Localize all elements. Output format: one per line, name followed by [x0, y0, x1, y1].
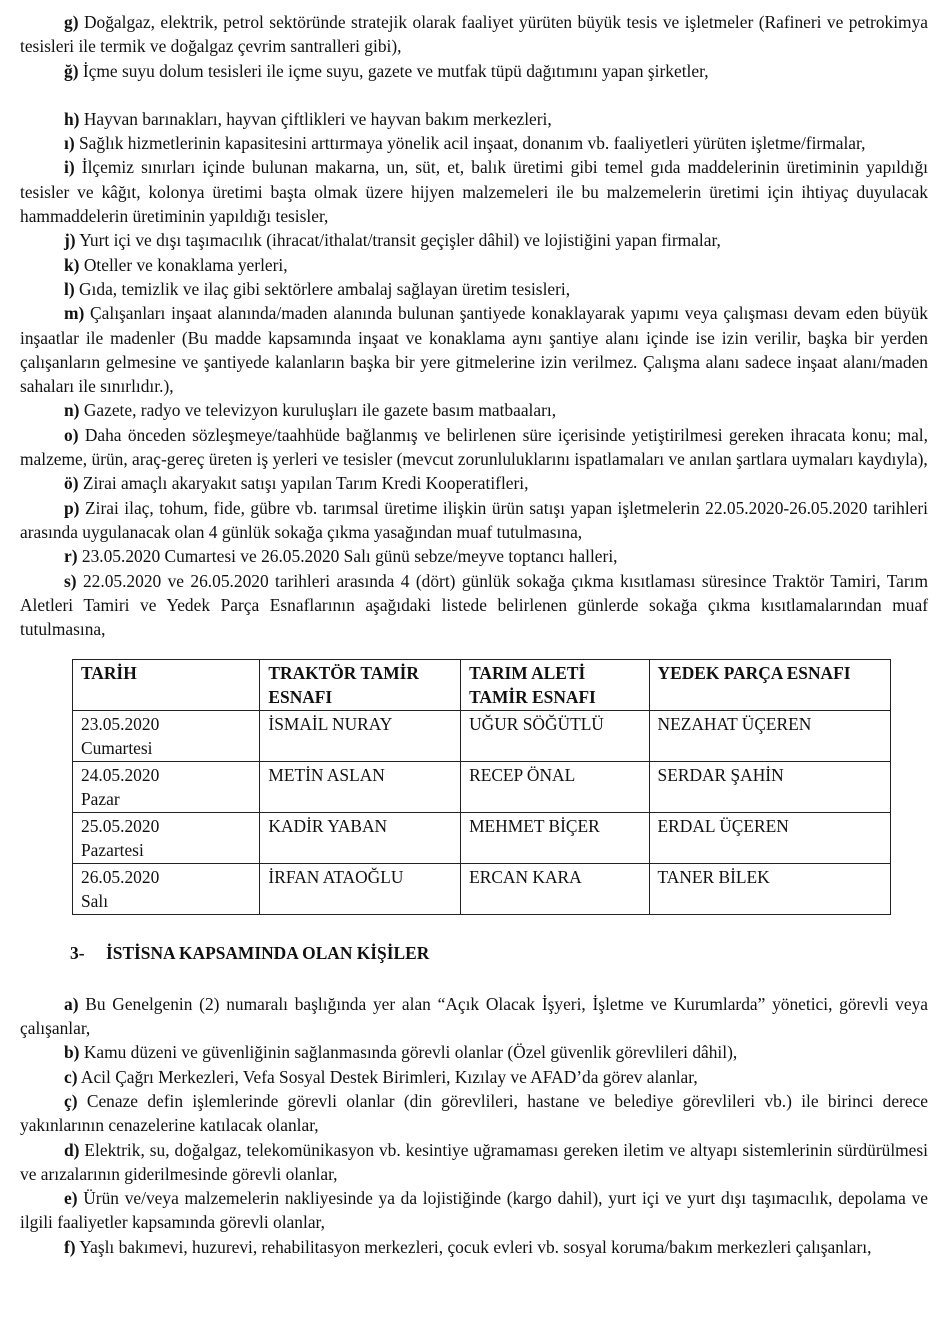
list-item-letter: i) [64, 157, 75, 178]
list-item-b [20, 1040, 928, 1064]
day-text: Cumartesi [81, 738, 153, 759]
list-item-text: Hayvan barınakları, hayvan çiftlikleri ve hayvan bakım merkezleri, [83, 108, 552, 129]
section-number: 3- [70, 943, 85, 964]
tractor-cell: KADİR YABAN [260, 813, 461, 864]
table-row [73, 711, 891, 762]
list-item-text: Ürün ve/veya malzemelerin nakliyesinde ya da lojistiğinde (kargo dahil), yurt içi ve yurt dışı taşımacılık, depolama ve ilgili faaliyetler kapsamında görevli olanlar, [20, 1188, 928, 1233]
list-item-g [20, 10, 928, 59]
list-top [20, 10, 928, 641]
table-row [73, 813, 891, 864]
tractor-cell: İSMAİL NURAY [260, 711, 461, 762]
list-item-o [20, 423, 928, 472]
list-item-oe [20, 471, 928, 495]
list-item-letter: s) [64, 570, 77, 591]
list-item-text: Yurt içi ve dışı taşımacılık (ihracat/ithalat/transit geçişler dâhil) ve lojistiğini yapan firmalar, [79, 230, 721, 251]
list-item-text: Cenaze defin işlemlerinde görevli olanlar (din görevlileri, hastane ve belediye görevlileri vb.) ile birinci derece yakınlarının cenazelerine katılacak olanlar, [20, 1090, 928, 1136]
date-cell [73, 711, 260, 762]
list-item-text: Zirai amaçlı akaryakıt satışı yapılan Tarım Kredi Kooperatifleri, [82, 473, 529, 494]
list-item-letter: r) [64, 546, 78, 567]
list-item-letter: n) [64, 400, 80, 421]
list-item-d [20, 1138, 928, 1187]
list-item-cc [20, 1089, 928, 1138]
list-item-h [20, 107, 928, 131]
list-item-f [20, 1235, 928, 1259]
list-item-letter: ğ) [64, 60, 79, 81]
list-item-l [20, 277, 928, 301]
day-text: Pazartesi [81, 840, 144, 861]
table-row [73, 762, 891, 813]
section-heading [70, 941, 928, 965]
farm-tool-cell: RECEP ÖNAL [461, 762, 649, 813]
list-item-text: Gazete, radyo ve televizyon kuruluşları ile gazete basım matbaaları, [83, 400, 557, 421]
list-item-text: Yaşlı bakımevi, huzurevi, rehabilitasyon merkezleri, çocuk evleri vb. sosyal koruma/bakım merkezleri çalışanları, [79, 1236, 872, 1257]
list-item-letter: ö) [64, 473, 79, 494]
list-item-s [20, 569, 928, 642]
date-text: 24.05.2020 [81, 765, 160, 786]
list-item-text: İçme suyu dolum tesisleri ile içme suyu, gazete ve mutfak tüpü dağıtımını yapan şirketler, [82, 60, 709, 81]
date-text: 23.05.2020 [81, 714, 160, 735]
list-item-letter: ç) [64, 1090, 78, 1111]
list-item-letter: l) [64, 278, 75, 299]
list-item-letter: p) [64, 497, 80, 518]
list-item-gb [20, 59, 928, 83]
table-row [73, 864, 891, 915]
column-header-farm-tool: TARIM ALETİ TAMİR ESNAFI [461, 660, 649, 711]
list-bottom [20, 992, 928, 1259]
list-item-i [20, 155, 928, 228]
farm-tool-cell: MEHMET BİÇER [461, 813, 649, 864]
list-item-text: Bu Genelgenin (2) numaralı başlığında yer alan “Açık Olacak İşyeri, İşletme ve Kurumlarda” yönetici, görevli veya çalışanlar, [20, 993, 928, 1039]
list-item-letter: a) [64, 993, 79, 1014]
list-item-letter: d) [64, 1139, 80, 1160]
day-text: Pazar [81, 789, 120, 810]
list-item-letter: f) [64, 1236, 76, 1257]
date-cell [73, 813, 260, 864]
list-item-letter: h) [64, 108, 80, 129]
list-item-text: 22.05.2020 ve 26.05.2020 tarihleri arasında 4 (dört) günlük sokağa çıkma kısıtlaması süresince Traktör Tamiri, Tarım Aletleri Tamiri ve Yedek Parça Esnaflarının aşağıdaki listede belirlenen günlerde sokağa çıkma kısıtlamalarından muaf tutulmasına, [20, 570, 928, 640]
date-cell [73, 762, 260, 813]
list-item-letter: c) [64, 1066, 78, 1087]
column-header-tractor: TRAKTÖR TAMİR ESNAFI [260, 660, 461, 711]
list-item-text: Acil Çağrı Merkezleri, Vefa Sosyal Destek Birimleri, Kızılay ve AFAD’da görev alanlar, [80, 1066, 698, 1087]
list-item-text: Zirai ilaç, tohum, fide, gübre vb. tarımsal üretime ilişkin ürün satışı yapan işletmelerin 22.05.2020-26.05.2020 tarihleri arasında uygulanacak olan 4 günlük sokağa çıkma yasağından muaf tutulmasına, [20, 497, 928, 542]
list-item-letter: o) [64, 424, 79, 445]
list-item-letter: m) [64, 303, 85, 324]
spare-part-cell: SERDAR ŞAHİN [649, 762, 890, 813]
farm-tool-cell: UĞUR SÖĞÜTLÜ [461, 711, 649, 762]
list-item-letter: e) [64, 1188, 78, 1209]
list-item-letter: ı) [64, 133, 75, 154]
list-item-text: 23.05.2020 Cumartesi ve 26.05.2020 Salı günü sebze/meyve toptancı halleri, [81, 546, 618, 567]
spare-part-cell: NEZAHAT ÜÇEREN [649, 711, 890, 762]
day-text: Salı [81, 891, 109, 912]
list-item-letter: j) [64, 230, 76, 251]
spacer [20, 83, 928, 107]
tractor-cell: METİN ASLAN [260, 762, 461, 813]
date-cell [73, 864, 260, 915]
farm-tool-cell: ERCAN KARA [461, 864, 649, 915]
list-item-k [20, 253, 928, 277]
list-item-m [20, 301, 928, 398]
date-text: 26.05.2020 [81, 867, 160, 888]
list-item-n [20, 398, 928, 422]
list-item-text: İlçemiz sınırları içinde bulunan makarna, un, süt, et, balık üretimi gibi temel gıda maddelerinin üretiminin yapıldığı tesisler ve kâğıt, kolonya üretimi başta olmak üzere hijyen malzemeleri ile bu malzemelerin üretimi için ihtiyaç duyulacak hammaddelerin üretiminin yapıldığı tesisler, [20, 157, 928, 227]
list-item-e [20, 1186, 928, 1235]
list-item-text: Oteller ve konaklama yerleri, [83, 254, 288, 275]
list-item-text: Elektrik, su, doğalgaz, telekomünikasyon vb. kesintiye uğramaması gereken iletim ve altyapı sistemlerinin sürdürülmesi ve arızalarının giderilmesinde görevli olanlar, [20, 1139, 929, 1184]
spare-part-cell: TANER BİLEK [649, 864, 890, 915]
list-item-text: Sağlık hizmetlerinin kapasitesini arttırmaya yönelik acil inşaat, donanım vb. faaliyetleri yürüten işletme/firmalar, [78, 133, 866, 154]
list-item-j [20, 228, 928, 252]
list-item-letter: b) [64, 1042, 80, 1063]
list-item-text: Gıda, temizlik ve ilaç gibi sektörlere ambalaj sağlayan üretim tesisleri, [78, 278, 571, 299]
list-item-text: Daha önceden sözleşmeye/taahhüde bağlanmış ve belirlenen süre içerisinde yetiştirilmesi gereken ihracata konu; mal, malzeme, ürün, araç-gereç üreten iş yerleri ve tesisler (mevcut zorunluluklarını ispatlamaları ve anılan şartlara uymaları kaydıyla), [20, 424, 928, 470]
column-header-spare-part: YEDEK PARÇA ESNAFI [649, 660, 890, 711]
list-item-text: Çalışanları inşaat alanında/maden alanında bulunan şantiyede konaklayarak yapımı veya çalışması devam eden büyük inşaatlar ile madenler (Bu madde kapsamında inşaat ve konaklama aynı şantiye alanı içinde ise izin verilir, başka bir yerden çalışanların gelmesine ve şantiyede kalanların başka bir yere gitmelerine izin verilmez. Çalışma alanı sadece inşaat alanı/maden sahaları ile sınırlıdır.), [20, 303, 928, 397]
spare-part-cell: ERDAL ÜÇEREN [649, 813, 890, 864]
table-header-row [73, 660, 891, 711]
list-item-text: Doğalgaz, elektrik, petrol sektöründe stratejik olarak faaliyet yürüten büyük tesis ve işletmeler (Rafineri ve petrokimya tesisleri ile termik ve doğalgaz çevrim santralleri gibi), [20, 12, 928, 57]
tractor-cell: İRFAN ATAOĞLU [260, 864, 461, 915]
list-item-letter: k) [64, 254, 80, 275]
list-item-letter: g) [64, 12, 79, 32]
list-item-dotless-i [20, 131, 928, 155]
section-title: İSTİSNA KAPSAMINDA OLAN KİŞİLER [106, 943, 430, 964]
list-item-c [20, 1065, 928, 1089]
list-item-p [20, 496, 928, 545]
column-header-date: TARİH [73, 660, 260, 711]
list-item-r [20, 544, 928, 568]
date-text: 25.05.2020 [81, 816, 160, 837]
esnaf-schedule-table [72, 659, 891, 915]
list-item-a [20, 992, 928, 1041]
list-item-text: Kamu düzeni ve güvenliğinin sağlanmasında görevli olanlar (Özel güvenlik görevlileri dâhil), [83, 1042, 738, 1063]
